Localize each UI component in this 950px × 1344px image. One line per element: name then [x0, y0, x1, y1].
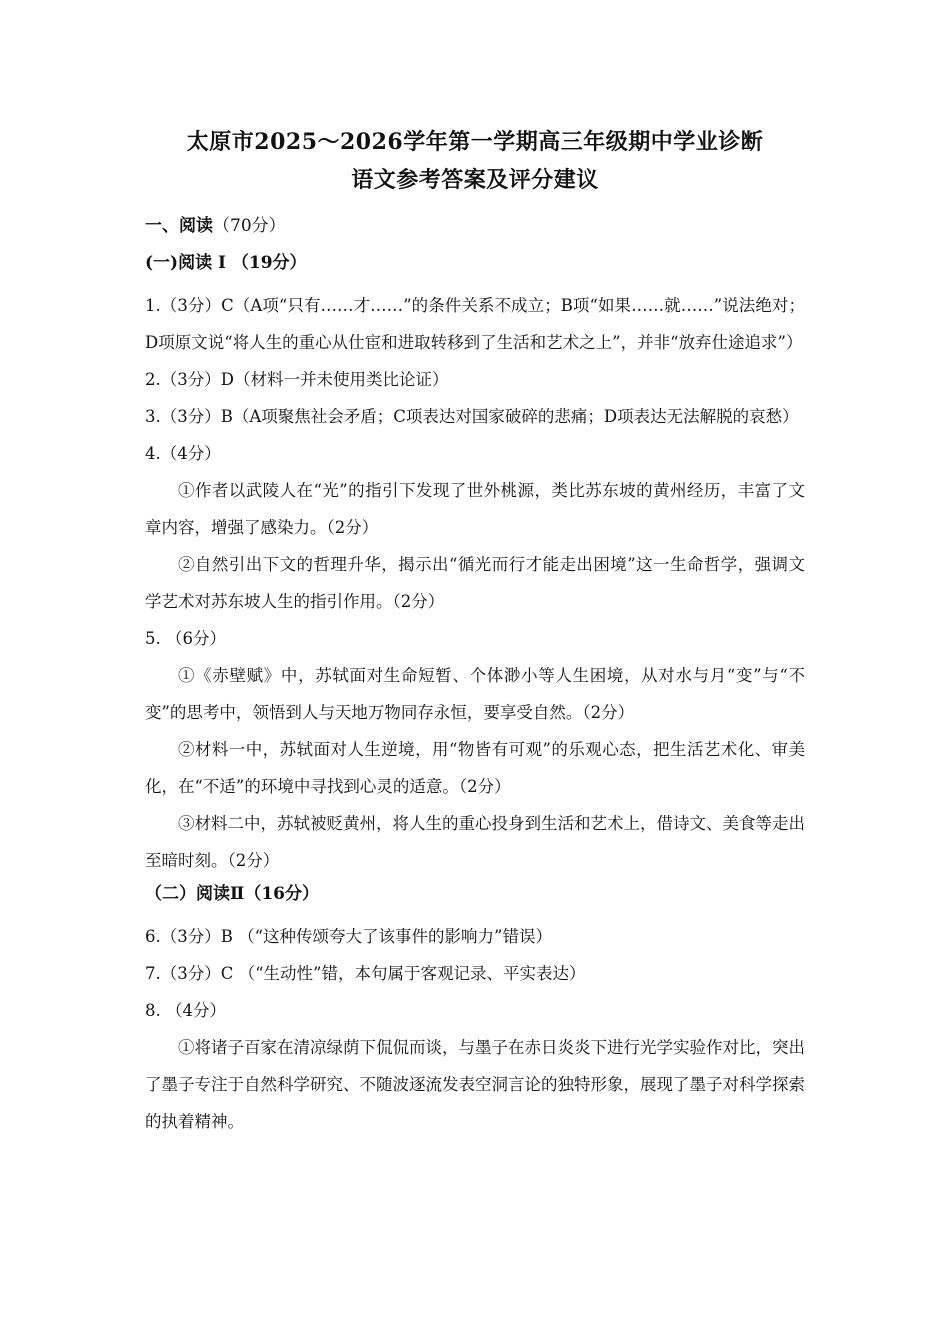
subsection-heading-reading-2: （二）阅读Ⅱ（16分）	[145, 884, 319, 904]
document-subtitle: 语文参考答案及评分建议	[351, 167, 599, 193]
answer-q5-point: ①《赤壁赋》中，苏轼面对生命短暂、个体渺小等人生困境，从对水与月“变”与“不变”的思考中，领悟到人与天地万物同存永恒，要享受自然。（2分）	[145, 666, 805, 722]
subsection-heading-reading-1: (一)阅读 Ⅰ （19分）	[145, 253, 307, 273]
answer-q4-point: ①作者以武陵人在“光”的指引下发现了世外桃源，类比苏东坡的黄州经历，丰富了文章内容，增强了感染力。（2分）	[145, 481, 805, 537]
answer-q6: 6.（3分）B （“这种传颂夸大了该事件的影响力”错误）	[145, 927, 552, 946]
answer-q4-header: 4.（4分）	[145, 444, 221, 463]
answer-q5-header: 5. （6分）	[145, 629, 226, 648]
section-heading-reading	[145, 213, 805, 239]
section-score: （70分）	[213, 216, 286, 236]
answer-q3: 3.（3分）B（A项聚焦社会矛盾；C项表达对国家破碎的悲痛；D项表达无法解脱的哀愁）	[145, 407, 799, 426]
answer-q8-point: ①将诸子百家在清凉绿荫下侃侃而谈，与墨子在赤日炎炎下进行光学实验作对比，突出了墨子专注于自然科学研究、不随波逐流发表空洞言论的独特形象，展现了墨子对科学探索的执着精神。	[145, 1038, 805, 1131]
answer-q7: 7.（3分）C （“生动性”错，本句属于客观记录、平实表达）	[145, 964, 586, 983]
answer-q1: 1.（3分）C（A项“只有……才……”的条件关系不成立；B项“如果……就……”说法绝对；D项原文说“将人生的重心从仕宦和进取转移到了生活和艺术之上”，并非“放弃仕途追求”）	[145, 296, 805, 352]
answer-q8-header: 8. （4分）	[145, 1001, 226, 1020]
answer-q5-point: ②材料一中，苏轼面对人生逆境，用“物皆有可观”的乐观心态，把生活艺术化、审美化，在“不适”的环境中寻找到心灵的适意。（2分）	[145, 740, 805, 796]
answer-q5-point: ③材料二中，苏轼被贬黄州，将人生的重心投身到生活和艺术上，借诗文、美食等走出至暗时刻。（2分）	[145, 814, 805, 870]
section-label: 一、阅读	[145, 216, 213, 236]
answer-q2: 2.（3分）D（材料一并未使用类比论证）	[145, 370, 449, 389]
answer-q4-point: ②自然引出下文的哲理升华，揭示出“循光而行才能走出困境”这一生命哲学，强调文学艺术对苏东坡人生的指引作用。（2分）	[145, 555, 805, 611]
document-title: 太原市2025～2026学年第一学期高三年级期中学业诊断	[186, 129, 764, 155]
